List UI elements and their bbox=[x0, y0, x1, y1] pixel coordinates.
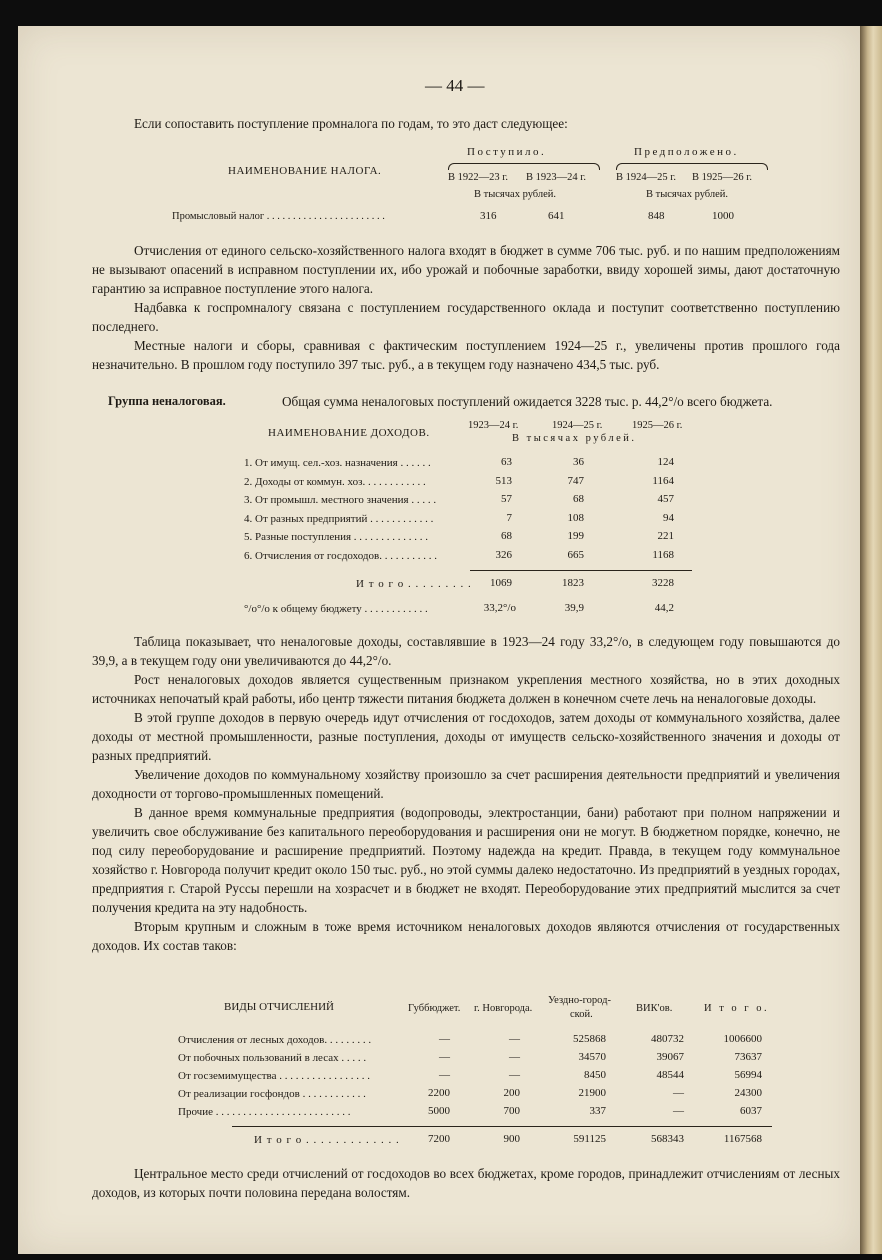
cell: 1006600 bbox=[723, 1033, 762, 1045]
cell: 747 bbox=[567, 475, 584, 487]
row-label: 2. Доходы от коммун. хоз. . . . . . . . . . . . bbox=[244, 476, 426, 488]
table1-year-1: В 1922—23 г. bbox=[448, 172, 509, 183]
cell: 1167568 bbox=[723, 1133, 762, 1145]
table3-header-uezd-2: ской. bbox=[570, 1009, 593, 1020]
cell: 68 bbox=[573, 493, 584, 505]
table1-brace-left bbox=[448, 163, 600, 170]
cell: 94 bbox=[663, 512, 674, 524]
row-label: 4. От разных предприятий . . . . . . . . . . . . bbox=[244, 513, 434, 525]
table1-brace-right bbox=[616, 163, 768, 170]
cell: 513 bbox=[495, 475, 512, 487]
table1-value: 641 bbox=[548, 210, 565, 222]
table1-value: 848 bbox=[648, 210, 665, 222]
cell: 665 bbox=[567, 549, 584, 561]
table1-group-received: Поступило. bbox=[467, 146, 547, 158]
cell: — bbox=[509, 1033, 520, 1045]
cell: 124 bbox=[657, 456, 674, 468]
cell: 591125 bbox=[573, 1133, 606, 1145]
cell: 44,2 bbox=[654, 602, 674, 614]
cell: 900 bbox=[503, 1133, 520, 1145]
cell: 39,9 bbox=[564, 602, 584, 614]
cell: — bbox=[439, 1051, 450, 1063]
row-label: Прочие . . . . . . . . . . . . . . . . . . . . . . . . . bbox=[178, 1106, 351, 1118]
row-label: 3. От промышл. местного значения . . . . . bbox=[244, 494, 437, 506]
cell: 2200 bbox=[428, 1087, 450, 1099]
row-label: От госземимущества . . . . . . . . . . . . . . . . . bbox=[178, 1070, 370, 1082]
page-number: — 44 — bbox=[425, 76, 485, 95]
paragraph-block-2 bbox=[92, 632, 840, 955]
group-summary: Общая сумма неналоговых поступлений ожидается 3228 тыс. р. 44,2°/о всего бюджета. bbox=[282, 394, 773, 409]
cell: 3228 bbox=[652, 577, 674, 589]
cell: — bbox=[509, 1051, 520, 1063]
cell: 48544 bbox=[656, 1069, 684, 1081]
paragraph: В этой группе доходов в первую очередь идут отчисления от госдоходов, затем доходы от коммунального хозяйства, далее доходы от местной промышленности, разные поступления, доходы от имуществ сельско-хозяйственного значения и доходы от разных предприятий. bbox=[92, 710, 840, 763]
row-label: 5. Разные поступления . . . . . . . . . . . . . . bbox=[244, 531, 429, 543]
row-label: 6. Отчисления от госдоходов. . . . . . . . . . . bbox=[244, 550, 437, 562]
table1-value: 316 bbox=[480, 210, 497, 222]
paragraph: Отчисления от единого сельско-хозяйственного налога входят в бюджет в сумме 706 тыс. руб. и по нашим предположениям не вызывают опасений в исправном поступлении их, ибо урожай и побочные заработки, ввиду хорошей зимы, дают достаточную гарантию за исправное поступление этого налога. bbox=[92, 243, 840, 296]
table3-header-novgorod: г. Новгорода. bbox=[474, 1003, 533, 1014]
table1-year-4: В 1925—26 г. bbox=[692, 172, 753, 183]
table3-total-rule bbox=[232, 1126, 772, 1127]
cell: 5000 bbox=[428, 1105, 450, 1117]
cell: 39067 bbox=[656, 1051, 684, 1063]
cell: 1823 bbox=[562, 577, 584, 589]
cell: 73637 bbox=[734, 1051, 762, 1063]
table2-year: 1925—26 г. bbox=[632, 420, 683, 431]
cell: 34570 bbox=[578, 1051, 606, 1063]
paragraph: Надбавка к госпромналогу связана с поступлением государственного оклада и поступит соответственно поступлению последнего. bbox=[92, 300, 840, 334]
cell: — bbox=[439, 1069, 450, 1081]
table2-unit: В тысячах рублей. bbox=[512, 433, 637, 444]
table1-year-3: В 1924—25 г. bbox=[616, 172, 677, 183]
table2-total-rule bbox=[470, 570, 692, 571]
table1-unit-left: В тысячах рублей. bbox=[474, 189, 557, 200]
cell: 63 bbox=[501, 456, 512, 468]
table3-header-uezd: Уездно-город- bbox=[548, 995, 611, 1006]
total-label: И т о г о . . . . . . . . . bbox=[356, 578, 472, 590]
cell: 700 bbox=[503, 1105, 520, 1117]
row-label: От реализации госфондов . . . . . . . . . . . . bbox=[178, 1088, 366, 1100]
table3-header-total: И т о г о. bbox=[704, 1003, 770, 1014]
paragraph: В данное время коммунальные предприятия (водопроводы, электростанции, бани) работают при полном напряжении и увеличить свое обслуживание без капитального переоборудования и расширения они не могут. В бюджетном порядке, конечно, не под силу переоборудование и расширение предприятий. Поэтому надежда на кредит. Правда, в текущем году коммунальное хозяйство г. Новгорода получит кредит около 150 тыс. руб., но этой суммы далеко недостаточно. Из предприятий в уездных городах, предприятия г. Старой Руссы перешли на хозрасчет и в бюджет не входят. Переоборудование этих предприятий мыслится за счет получения кредита на эту надобность. bbox=[92, 805, 840, 915]
cell: 200 bbox=[503, 1087, 520, 1099]
table2-year: 1923—24 г. bbox=[468, 420, 519, 431]
cell: 337 bbox=[589, 1105, 606, 1117]
cell: 568343 bbox=[651, 1133, 684, 1145]
cell: 24300 bbox=[734, 1087, 762, 1099]
book-page-edge bbox=[860, 26, 882, 1254]
table3-header-vik: ВИК'ов. bbox=[636, 1003, 673, 1014]
cell: 33,2°/о bbox=[483, 602, 516, 614]
group-heading: Группа неналоговая. bbox=[108, 394, 226, 408]
percent-label: °/о°/о к общему бюджету . . . . . . . . . . . . bbox=[244, 603, 428, 615]
cell: — bbox=[673, 1105, 684, 1117]
cell: 7200 bbox=[428, 1133, 450, 1145]
table3-header-kind: ВИДЫ ОТЧИСЛЕНИЙ bbox=[224, 1001, 334, 1013]
paragraph: Таблица показывает, что неналоговые доходы, составлявшие в 1923—24 году 33,2°/о, в следующем году повышаются до 39,9, а в текущем году они увеличиваются до 44,2°/о. bbox=[92, 634, 840, 668]
table1-year-2: В 1923—24 г. bbox=[526, 172, 587, 183]
cell: 36 bbox=[573, 456, 584, 468]
cell: — bbox=[673, 1087, 684, 1099]
cell: 480732 bbox=[651, 1033, 684, 1045]
intro-sentence: Если сопоставить поступление промналога по годам, то это даст следующее: bbox=[134, 116, 568, 131]
cell: 56994 bbox=[734, 1069, 762, 1081]
paragraph-block-3 bbox=[92, 1164, 840, 1202]
paragraph: Рост неналоговых доходов является существенным признаком укрепления местного хозяйства, но в этих доходных источниках непочатый край работы, ибо центр тяжести питания бюджета должен в конечном счете лечь на неналоговые доходы. bbox=[92, 672, 840, 706]
row-label: 1. От имущ. сел.-хоз. назначения . . . . . . bbox=[244, 457, 431, 469]
cell: 199 bbox=[567, 530, 584, 542]
paragraph: Местные налоги и сборы, сравнивая с фактическим поступлением 1924—25 г., увеличены против прошлого года незначительно. В прошлом году поступило 397 тыс. руб., а в текущем году назначено 434,5 тыс. руб. bbox=[92, 338, 840, 372]
total-label: И т о г о . . . . . . . . . . . . . bbox=[254, 1134, 400, 1146]
table2-year: 1924—25 г. bbox=[552, 420, 603, 431]
cell: 457 bbox=[657, 493, 674, 505]
table1-row-label: Промысловый налог . . . . . . . . . . . . . . . . . . . . . . . bbox=[172, 211, 385, 222]
cell: 6037 bbox=[740, 1105, 762, 1117]
cell: 1164 bbox=[652, 475, 674, 487]
cell: 1168 bbox=[652, 549, 674, 561]
paragraph: Вторым крупным и сложным в тоже время источником неналоговых доходов являются отчисления от государственных доходов. Их состав таков: bbox=[92, 919, 840, 953]
table1-name-header: НАИМЕНОВАНИЕ НАЛОГА. bbox=[228, 165, 382, 177]
cell: 221 bbox=[657, 530, 674, 542]
row-label: От побочных пользований в лесах . . . . . bbox=[178, 1052, 367, 1064]
table1-group-expected: Предположено. bbox=[634, 146, 739, 158]
table1-value: 1000 bbox=[712, 210, 734, 222]
paragraph: Увеличение доходов по коммунальному хозяйству произошло за счет расширения деятельности предприятий и увеличения доходности от торгово-промышленных помещений. bbox=[92, 767, 840, 801]
cell: 57 bbox=[501, 493, 512, 505]
table3-header-gub: Губбюджет. bbox=[408, 1003, 461, 1014]
cell: 1069 bbox=[490, 577, 512, 589]
cell: 8450 bbox=[584, 1069, 606, 1081]
cell: 326 bbox=[495, 549, 512, 561]
cell: — bbox=[509, 1069, 520, 1081]
paragraph-block-1 bbox=[92, 241, 840, 374]
cell: — bbox=[439, 1033, 450, 1045]
cell: 525868 bbox=[573, 1033, 606, 1045]
cell: 108 bbox=[567, 512, 584, 524]
cell: 7 bbox=[506, 512, 512, 524]
table1-unit-right: В тысячах рублей. bbox=[646, 189, 729, 200]
cell: 21900 bbox=[578, 1087, 606, 1099]
cell: 68 bbox=[501, 530, 512, 542]
table2-name-header: НАИМЕНОВАНИЕ ДОХОДОВ. bbox=[268, 427, 430, 439]
paragraph: Центральное место среди отчислений от госдоходов во всех бюджетах, кроме городов, принадлежит отчислениям от лесных доходов, из которых почти половина передана волостям. bbox=[92, 1166, 840, 1200]
row-label: Отчисления от лесных доходов. . . . . . . . . bbox=[178, 1034, 372, 1046]
